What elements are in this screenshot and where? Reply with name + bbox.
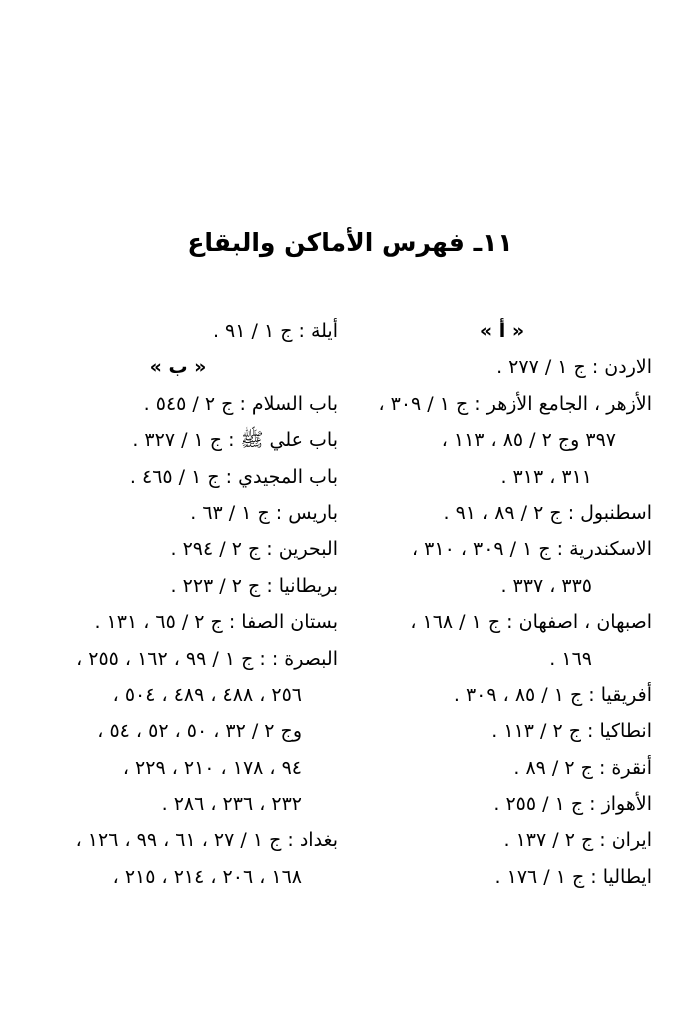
index-entry: ايران : ج ٢ / ١٣٧ .: [503, 829, 652, 852]
index-entry-continuation: ٣٩٧ وج ٢ / ٨٥ ، ١١٣ ،: [441, 429, 616, 452]
index-entry-continuation: ٢٣٢ ، ٢٣٦ ، ٢٨٦ .: [161, 793, 302, 816]
index-entry-continuation: ١٦٨ ، ٢٠٦ ، ٢١٤ ، ٢١٥ ،: [112, 865, 302, 888]
index-column-left: [18, 313, 338, 895]
index-entry: الاردن : ج ١ / ٢٧٧ .: [496, 356, 652, 379]
letter-heading: « أ »: [479, 320, 525, 342]
index-entry: اسطنبول : ج ٢ / ٨٩ ، ٩١ .: [443, 501, 652, 524]
index-entry: باب المجيدي : ج ١ / ٤٦٥ .: [129, 465, 338, 488]
index-entry-continuation: وج ٢ / ٣٢ ، ٥٠ ، ٥٢ ، ٥٤ ،: [97, 720, 302, 743]
index-entry-continuation: ٢٥٦ ، ٤٨٨ ، ٤٨٩ ، ٥٠٤ ،: [112, 683, 302, 706]
index-entry: البحرين : ج ٢ / ٢٩٤ .: [170, 538, 338, 561]
index-entry: الاسكندرية : ج ١ / ٣٠٩ ، ٣١٠ ،: [411, 538, 652, 561]
index-entry-continuation: ٣١١ ، ٣١٣ .: [500, 465, 592, 488]
index-entry: ايطاليا : ج ١ / ١٧٦ .: [494, 865, 652, 888]
letter-heading: « ب »: [149, 356, 207, 379]
index-entry: باب علي ﷺ : ج ١ / ٣٢٧ .: [132, 429, 338, 452]
index-entry: الأهواز : ج ١ / ٢٥٥ .: [493, 793, 652, 816]
index-entry-continuation: ١٦٩ .: [549, 647, 592, 670]
index-entry: البصرة : : ج ١ / ٩٩ ، ١٦٢ ، ٢٥٥ ،: [76, 647, 338, 670]
index-entry: أنقرة : ج ٢ / ٨٩ .: [513, 756, 652, 779]
index-entry: اصبهان ، اصفهان : ج ١ / ١٦٨ ،: [410, 611, 652, 634]
index-entry: بستان الصفا : ج ٢ / ٦٥ ، ١٣١ .: [94, 611, 338, 634]
index-entry-continuation: ٣٣٥ ، ٣٣٧ .: [500, 574, 592, 597]
index-column-right: [352, 313, 652, 895]
index-entry: الأزهر ، الجامع الأزهر : ج ١ / ٣٠٩ ،: [378, 392, 652, 415]
page-title: ١١ـ فهرس الأماكن والبقاع: [187, 228, 513, 257]
index-entry: باب السلام : ج ٢ / ٥٤٥ .: [143, 392, 338, 415]
index-entry: أيلة : ج ١ / ٩١ .: [212, 320, 338, 342]
index-entry: بريطانيا : ج ٢ / ٢٢٣ .: [170, 574, 338, 597]
index-entry: أفريقيا : ج ١ / ٨٥ ، ٣٠٩ .: [453, 683, 652, 706]
index-entry: انطاكيا : ج ٢ / ١١٣ .: [491, 720, 652, 743]
index-entry: باريس : ج ١ / ٦٣ .: [190, 501, 338, 524]
index-entry-continuation: ٩٤ ، ١٧٨ ، ٢١٠ ، ٢٢٩ ،: [122, 756, 302, 779]
index-entry: بغداد : ج ١ / ٢٧ ، ٦١ ، ٩٩ ، ١٢٦ ،: [75, 829, 338, 852]
